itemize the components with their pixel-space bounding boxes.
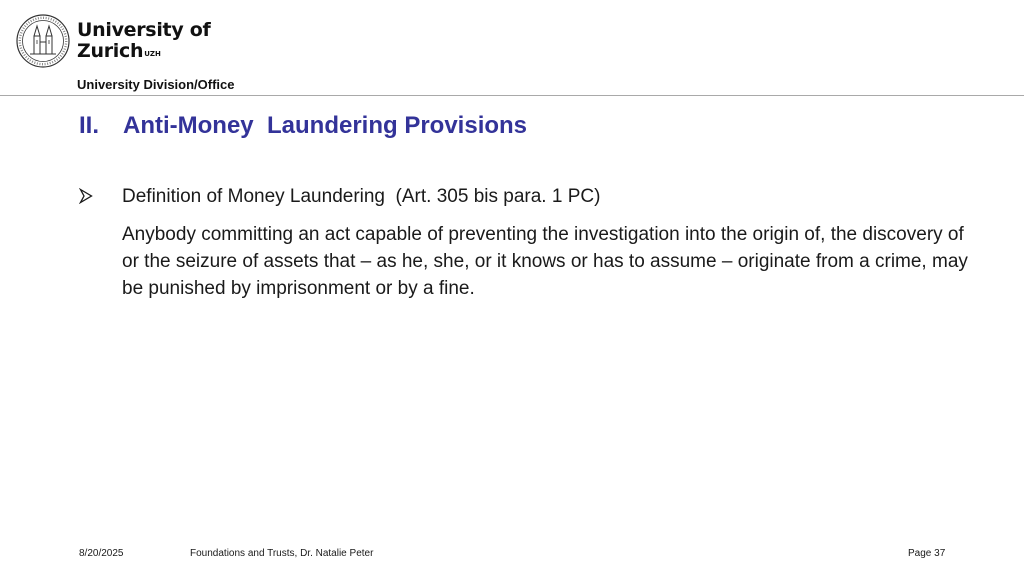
logo-line-1: University of (77, 19, 211, 41)
footer-course: Foundations and Trusts, Dr. Natalie Peter (190, 548, 374, 559)
arrowhead-bullet-icon (79, 188, 93, 204)
logo-line-2-text: Zurich (77, 40, 144, 62)
logo-superscript: UZH (144, 50, 161, 58)
footer-date: 8/20/2025 (79, 548, 124, 559)
division-label: University Division/Office (77, 77, 235, 92)
logo-line-2 (77, 41, 210, 62)
bullet-heading: Definition of Money Laundering (Art. 305 bis para. 1 PC) (122, 186, 601, 207)
university-seal-icon (16, 14, 70, 68)
university-logo (77, 20, 210, 62)
bullet-body-text: Anybody committing an act capable of preventing the investigation into the origin of, the discovery of or the seizure of assets that – as he, she, or it knows or has to assume – originate from a crime, may be punished by imprisonment or by a fine. (122, 224, 968, 299)
slide-title (79, 112, 527, 140)
slide-title-number: II. (79, 112, 100, 139)
header-divider (0, 95, 1024, 96)
slide-title-text: Anti-Money Laundering Provisions (123, 112, 528, 139)
footer-page-number: Page 37 (908, 548, 946, 559)
